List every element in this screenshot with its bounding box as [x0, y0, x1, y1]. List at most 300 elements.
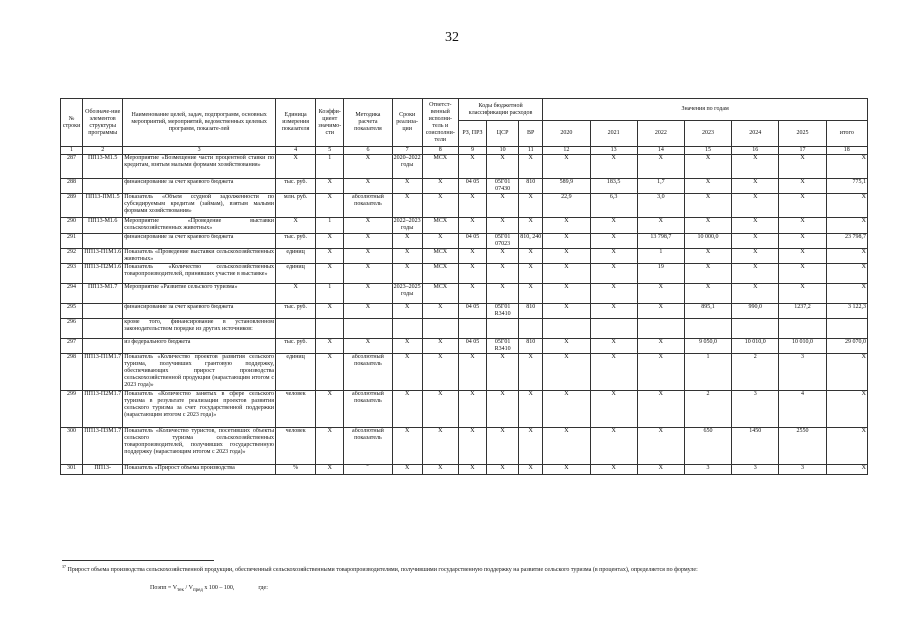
- cell-value-2025: 3: [779, 465, 826, 475]
- cell-resp: Х: [422, 339, 458, 354]
- cell-total: 775,1: [826, 179, 867, 194]
- cell-term: Х: [392, 249, 422, 264]
- column-number: 10: [487, 147, 519, 155]
- cell-unit: млн. руб.: [276, 194, 316, 218]
- cell-value-2023: Х: [684, 194, 731, 218]
- header-year-2024: 2024: [732, 121, 779, 147]
- cell-coef: Х: [316, 179, 344, 194]
- cell-value-2025: Х: [779, 194, 826, 218]
- cell-resp: Х: [422, 391, 458, 428]
- cell-resp: МСХ: [422, 264, 458, 284]
- cell-resp: Х: [422, 304, 458, 319]
- cell-coef: Х: [316, 264, 344, 284]
- column-number: 7: [392, 147, 422, 155]
- cell-rz: Х: [458, 249, 486, 264]
- cell-value-2021: Х: [590, 339, 637, 354]
- cell-name: Мероприятие «Проведение выставки сельскохозяйственных животных»: [123, 218, 276, 234]
- cell-value-2022: 19: [637, 264, 684, 284]
- cell-value-2025: Х: [779, 264, 826, 284]
- table-row: [61, 319, 868, 339]
- cell-value-2025: 4: [779, 391, 826, 428]
- cell-vr: Х: [519, 194, 543, 218]
- cell-method: Х: [344, 339, 392, 354]
- header-unit: Единица измерения показателя: [276, 99, 316, 147]
- cell-csr: Х: [487, 354, 519, 391]
- cell-value-2020: Х: [543, 339, 590, 354]
- cell-value-2023: [684, 319, 731, 339]
- table-row: [61, 194, 868, 218]
- cell-value-2022: 1,7: [637, 179, 684, 194]
- header-name: Наименование целей, задач, подпрограмм, основных мероприятий, мероприятий, ведомственных целевых программ, показате-лей: [123, 99, 276, 147]
- cell-vr: Х: [519, 354, 543, 391]
- cell-term: Х: [392, 354, 422, 391]
- cell-value-2024: Х: [732, 218, 779, 234]
- cell-code: ПП13-П1М1.6: [83, 249, 123, 264]
- cell-value-2021: Х: [590, 465, 637, 475]
- header-vr: ВР: [519, 121, 543, 147]
- cell-value-2025: Х: [779, 179, 826, 194]
- cell-method: [344, 465, 392, 475]
- cell-value-2025: Х: [779, 249, 826, 264]
- cell-value-2020: Х: [543, 234, 590, 249]
- cell-resp: МСХ: [422, 284, 458, 304]
- cell-value-2025: 3: [779, 354, 826, 391]
- cell-value-2022: Х: [637, 354, 684, 391]
- cell-value-2020: 589,9: [543, 179, 590, 194]
- cell-row-no: 288: [61, 179, 83, 194]
- cell-value-2025: Х: [779, 218, 826, 234]
- header-coef: Коэффи-циент значимо-сти: [316, 99, 344, 147]
- cell-term: 2023–2025 годы: [392, 284, 422, 304]
- cell-total: Х: [826, 218, 867, 234]
- column-number: 14: [637, 147, 684, 155]
- cell-value-2022: Х: [637, 155, 684, 179]
- cell-method: абсолютный показатель: [344, 428, 392, 465]
- cell-value-2021: 6,3: [590, 194, 637, 218]
- cell-unit: человек: [276, 391, 316, 428]
- cell-unit: человек: [276, 428, 316, 465]
- column-number: 15: [684, 147, 731, 155]
- header-code: Обозначе-ние элементов структуры программы: [83, 99, 123, 147]
- cell-total: Х: [826, 284, 867, 304]
- cell-total: 3 122,3: [826, 304, 867, 319]
- cell-value-2022: 3,0: [637, 194, 684, 218]
- cell-csr: Х: [487, 155, 519, 179]
- header-budget-group: Коды бюджетной классификации расходов: [458, 99, 542, 121]
- cell-value-2023: 1: [684, 354, 731, 391]
- cell-term: Х: [392, 428, 422, 465]
- cell-resp: МСХ: [422, 218, 458, 234]
- cell-vr: Х: [519, 155, 543, 179]
- cell-row-no: 294: [61, 284, 83, 304]
- cell-value-2022: Х: [637, 284, 684, 304]
- cell-term: Х: [392, 179, 422, 194]
- cell-csr: 05Г01 R3410: [487, 304, 519, 319]
- cell-name: финансирование за счет краевого бюджета: [123, 234, 276, 249]
- cell-method: Х: [344, 179, 392, 194]
- cell-coef: Х: [316, 339, 344, 354]
- footnote: [62, 566, 872, 574]
- cell-vr: 810: [519, 339, 543, 354]
- column-number: 4: [276, 147, 316, 155]
- cell-value-2021: Х: [590, 264, 637, 284]
- column-number: 13: [590, 147, 637, 155]
- column-number: 6: [344, 147, 392, 155]
- footnote-ref: 37: [365, 464, 370, 467]
- cell-method: Х: [344, 218, 392, 234]
- cell-code: ПП13-М1.6: [83, 218, 123, 234]
- cell-coef: [316, 319, 344, 339]
- cell-vr: Х: [519, 428, 543, 465]
- cell-vr: Х: [519, 391, 543, 428]
- cell-value-2022: Х: [637, 304, 684, 319]
- cell-value-2025: Х: [779, 284, 826, 304]
- cell-method: абсолютный показатель: [344, 354, 392, 391]
- cell-value-2022: Х: [637, 428, 684, 465]
- header-year-2025: 2025: [779, 121, 826, 147]
- cell-unit: тыс. руб.: [276, 304, 316, 319]
- cell-total: 23 798,7: [826, 234, 867, 249]
- table-row: [61, 354, 868, 391]
- cell-value-2025: [779, 319, 826, 339]
- cell-value-2024: Х: [732, 179, 779, 194]
- cell-value-2022: Х: [637, 218, 684, 234]
- formula-lhs: Поэпп: [150, 585, 167, 591]
- cell-value-2024: Х: [732, 155, 779, 179]
- cell-vr: Х: [519, 284, 543, 304]
- cell-code: [83, 234, 123, 249]
- table-row: [61, 428, 868, 465]
- cell-value-2024: Х: [732, 264, 779, 284]
- column-number: 8: [422, 147, 458, 155]
- cell-term: 2020–2022 годы: [392, 155, 422, 179]
- cell-resp: Х: [422, 179, 458, 194]
- table-row: [61, 234, 868, 249]
- cell-code: [83, 339, 123, 354]
- cell-name: из федерального бюджета: [123, 339, 276, 354]
- cell-row-no: 292: [61, 249, 83, 264]
- cell-value-2020: Х: [543, 284, 590, 304]
- cell-resp: МСХ: [422, 249, 458, 264]
- table-row: [61, 465, 868, 475]
- cell-csr: Х: [487, 465, 519, 475]
- cell-value-2023: 10 000,0: [684, 234, 731, 249]
- cell-value-2024: 3: [732, 391, 779, 428]
- cell-csr: Х: [487, 194, 519, 218]
- cell-code: ПП13-М1.5: [83, 155, 123, 179]
- cell-row-no: 299: [61, 391, 83, 428]
- cell-coef: Х: [316, 304, 344, 319]
- cell-vr: Х: [519, 249, 543, 264]
- cell-resp: Х: [422, 234, 458, 249]
- cell-csr: 05Г01 07023: [487, 234, 519, 249]
- cell-rz: 04 05: [458, 339, 486, 354]
- cell-resp: Х: [422, 354, 458, 391]
- cell-row-no: 289: [61, 194, 83, 218]
- cell-total: Х: [826, 354, 867, 391]
- cell-total: Х: [826, 249, 867, 264]
- cell-csr: Х: [487, 428, 519, 465]
- cell-vr: Х: [519, 218, 543, 234]
- cell-unit: единиц: [276, 249, 316, 264]
- cell-code: ПП13-П3М1.7: [83, 428, 123, 465]
- cell-method: абсолютный показатель: [344, 391, 392, 428]
- header-year-2022: 2022: [637, 121, 684, 147]
- formula-sub-previous: пред: [192, 588, 203, 594]
- cell-vr: 810: [519, 304, 543, 319]
- cell-method: Х: [344, 155, 392, 179]
- cell-code: ПП13-ПМ1.5: [83, 194, 123, 218]
- cell-row-no: 295: [61, 304, 83, 319]
- cell-value-2022: 13 798,7: [637, 234, 684, 249]
- cell-method: Х: [344, 304, 392, 319]
- column-number: 3: [123, 147, 276, 155]
- cell-value-2021: Х: [590, 428, 637, 465]
- cell-coef: 1: [316, 284, 344, 304]
- header-year-2021: 2021: [590, 121, 637, 147]
- header-year-2023: 2023: [684, 121, 731, 147]
- cell-code: [83, 319, 123, 339]
- header-csr: ЦСР: [487, 121, 519, 147]
- cell-coef: Х: [316, 465, 344, 475]
- cell-method: Х: [344, 284, 392, 304]
- cell-code: [83, 179, 123, 194]
- cell-value-2022: Х: [637, 465, 684, 475]
- column-number: 1: [61, 147, 83, 155]
- cell-value-2021: 183,5: [590, 179, 637, 194]
- column-number: 12: [543, 147, 590, 155]
- cell-code: ПП13-М1.7: [83, 284, 123, 304]
- cell-value-2025: 1237,2: [779, 304, 826, 319]
- cell-value-2023: 650: [684, 428, 731, 465]
- table-row: [61, 391, 868, 428]
- cell-rz: Х: [458, 391, 486, 428]
- cell-row-no: 300: [61, 428, 83, 465]
- cell-row-no: 291: [61, 234, 83, 249]
- cell-value-2025: 2550: [779, 428, 826, 465]
- cell-rz: 04 05: [458, 179, 486, 194]
- cell-unit: [276, 319, 316, 339]
- cell-vr: 810: [519, 179, 543, 194]
- column-number: 2: [83, 147, 123, 155]
- cell-coef: Х: [316, 354, 344, 391]
- cell-resp: [422, 319, 458, 339]
- cell-code: ПП13-П2М1.6: [83, 264, 123, 284]
- cell-value-2021: Х: [590, 234, 637, 249]
- cell-total: Х: [826, 264, 867, 284]
- cell-value-2025: Х: [779, 155, 826, 179]
- cell-value-2024: [732, 319, 779, 339]
- cell-rz: Х: [458, 218, 486, 234]
- cell-rz: Х: [458, 465, 486, 475]
- cell-value-2020: Х: [543, 218, 590, 234]
- cell-method: Х: [344, 249, 392, 264]
- cell-total: Х: [826, 194, 867, 218]
- table-row: [61, 304, 868, 319]
- cell-unit: тыс. руб.: [276, 234, 316, 249]
- footnote-formula: [150, 584, 268, 595]
- cell-value-2020: Х: [543, 428, 590, 465]
- table-row: [61, 179, 868, 194]
- cell-csr: 05Г01 07430: [487, 179, 519, 194]
- table-row: [61, 249, 868, 264]
- cell-value-2024: 990,0: [732, 304, 779, 319]
- cell-total: Х: [826, 465, 867, 475]
- cell-code: ПП13-П1М1.7: [83, 354, 123, 391]
- cell-resp: МСХ: [422, 155, 458, 179]
- cell-value-2021: Х: [590, 155, 637, 179]
- cell-value-2023: Х: [684, 155, 731, 179]
- cell-resp: Х: [422, 465, 458, 475]
- cell-method: [344, 319, 392, 339]
- cell-value-2021: Х: [590, 391, 637, 428]
- cell-coef: Х: [316, 194, 344, 218]
- footnote-rule: [62, 560, 214, 561]
- cell-value-2024: 2: [732, 354, 779, 391]
- table-row: [61, 264, 868, 284]
- cell-value-2021: [590, 319, 637, 339]
- program-table: [60, 98, 868, 475]
- cell-total: Х: [826, 155, 867, 179]
- cell-csr: Х: [487, 218, 519, 234]
- formula-div: / V: [183, 585, 193, 591]
- cell-term: 2022–2023 годы: [392, 218, 422, 234]
- cell-value-2021: Х: [590, 304, 637, 319]
- cell-vr: Х: [519, 465, 543, 475]
- cell-name: финансирование за счет краевого бюджета: [123, 179, 276, 194]
- cell-vr: Х: [519, 264, 543, 284]
- header-years-group: Значения по годам: [543, 99, 868, 121]
- cell-name: Показатель «Объем ссудной задолженности по субсидируемым кредитам (займам), взятым малыми формами хозяйствования»: [123, 194, 276, 218]
- cell-unit: Х: [276, 284, 316, 304]
- cell-term: [392, 319, 422, 339]
- cell-code: ПП13-: [83, 465, 123, 475]
- cell-method: абсолютный показатель: [344, 194, 392, 218]
- cell-unit: тыс. руб.: [276, 339, 316, 354]
- cell-value-2021: Х: [590, 218, 637, 234]
- formula-rhs: x 100 – 100,: [202, 585, 235, 591]
- cell-term: Х: [392, 339, 422, 354]
- cell-value-2023: Х: [684, 249, 731, 264]
- cell-coef: Х: [316, 391, 344, 428]
- cell-vr: 810, 240: [519, 234, 543, 249]
- cell-value-2025: Х: [779, 234, 826, 249]
- cell-value-2020: Х: [543, 249, 590, 264]
- cell-name: Показатель «Количество занятых в сфере сельского туризма в результате реализации проектов развития сельского туризма за счет государственной поддержки (нарастающим итогом с 2023 года)»: [123, 391, 276, 428]
- cell-value-2020: Х: [543, 304, 590, 319]
- cell-value-2021: Х: [590, 284, 637, 304]
- cell-value-2023: Х: [684, 284, 731, 304]
- header-method: Методика расчета показателя: [344, 99, 392, 147]
- cell-row-no: 298: [61, 354, 83, 391]
- cell-value-2024: 1450: [732, 428, 779, 465]
- cell-unit: единиц: [276, 264, 316, 284]
- footnote-mark: 37: [62, 564, 66, 569]
- cell-method: Х: [344, 234, 392, 249]
- cell-value-2020: Х: [543, 354, 590, 391]
- table-row: [61, 339, 868, 354]
- cell-rz: Х: [458, 284, 486, 304]
- cell-rz: Х: [458, 354, 486, 391]
- cell-value-2022: Х: [637, 339, 684, 354]
- cell-term: Х: [392, 194, 422, 218]
- column-number: 16: [732, 147, 779, 155]
- cell-coef: 1: [316, 218, 344, 234]
- column-numbers-row: [61, 147, 868, 155]
- table-row: [61, 218, 868, 234]
- cell-code: [83, 304, 123, 319]
- cell-csr: Х: [487, 284, 519, 304]
- cell-unit: единиц: [276, 354, 316, 391]
- cell-value-2024: Х: [732, 234, 779, 249]
- cell-unit: %: [276, 465, 316, 475]
- cell-value-2021: Х: [590, 354, 637, 391]
- formula-mid: = V: [166, 585, 178, 591]
- header-resp: Ответст-венный исполни-тель и соисполни-тели: [422, 99, 458, 147]
- cell-value-2020: Х: [543, 155, 590, 179]
- cell-name: финансирование за счет краевого бюджета: [123, 304, 276, 319]
- cell-term: Х: [392, 391, 422, 428]
- cell-term: Х: [392, 264, 422, 284]
- cell-value-2020: Х: [543, 465, 590, 475]
- cell-resp: Х: [422, 428, 458, 465]
- cell-name: Показатель «Количество проектов развития сельского туризма, получивших грантовую поддержку, обеспечивающих прирост производства сельскохозяйственной продукции (нарастающим итогом с 2023 года)»: [123, 354, 276, 391]
- header-year-2020: 2020: [543, 121, 590, 147]
- cell-value-2023: Х: [684, 218, 731, 234]
- cell-name: Мероприятие «Возмещение части процентной ставки по кредитам, взятым малыми формами хозяйствования»: [123, 155, 276, 179]
- table-row: [61, 155, 868, 179]
- header-total: итого: [826, 121, 867, 147]
- cell-vr: [519, 319, 543, 339]
- cell-value-2023: Х: [684, 264, 731, 284]
- cell-value-2023: 2: [684, 391, 731, 428]
- cell-value-2022: 1: [637, 249, 684, 264]
- cell-row-no: 301: [61, 465, 83, 475]
- cell-unit: Х: [276, 155, 316, 179]
- cell-value-2020: [543, 319, 590, 339]
- cell-value-2025: 10 010,0: [779, 339, 826, 354]
- cell-value-2024: Х: [732, 284, 779, 304]
- cell-rz: Х: [458, 155, 486, 179]
- cell-resp: Х: [422, 194, 458, 218]
- cell-row-no: 296: [61, 319, 83, 339]
- cell-value-2023: Х: [684, 179, 731, 194]
- formula-sub-current: тек: [177, 588, 184, 594]
- cell-value-2024: Х: [732, 194, 779, 218]
- table-row: [61, 284, 868, 304]
- cell-total: 29 070,0: [826, 339, 867, 354]
- cell-rz: [458, 319, 486, 339]
- cell-csr: Х: [487, 391, 519, 428]
- footnote-text: Прирост объема производства сельскохозяйственной продукции, обеспеченный сельскохозяйственными товаропроизводителями, получившими государственную поддержку на развитие сельского туризма (в процентах), определяется по формуле:: [67, 567, 698, 573]
- cell-row-no: 290: [61, 218, 83, 234]
- cell-value-2023: 9 050,0: [684, 339, 731, 354]
- page-number: 32: [445, 30, 459, 45]
- cell-name: кроме того, финансирование в установленном законодательством порядке из других источников:: [123, 319, 276, 339]
- column-number: 5: [316, 147, 344, 155]
- cell-csr: 05Г01 R3410: [487, 339, 519, 354]
- cell-value-2024: Х: [732, 249, 779, 264]
- formula-where: где:: [258, 585, 268, 591]
- cell-value-2021: Х: [590, 249, 637, 264]
- cell-total: [826, 319, 867, 339]
- cell-coef: Х: [316, 428, 344, 465]
- cell-unit: Х: [276, 218, 316, 234]
- cell-csr: Х: [487, 249, 519, 264]
- cell-row-no: 287: [61, 155, 83, 179]
- cell-value-2023: 3: [684, 465, 731, 475]
- cell-value-2020: Х: [543, 391, 590, 428]
